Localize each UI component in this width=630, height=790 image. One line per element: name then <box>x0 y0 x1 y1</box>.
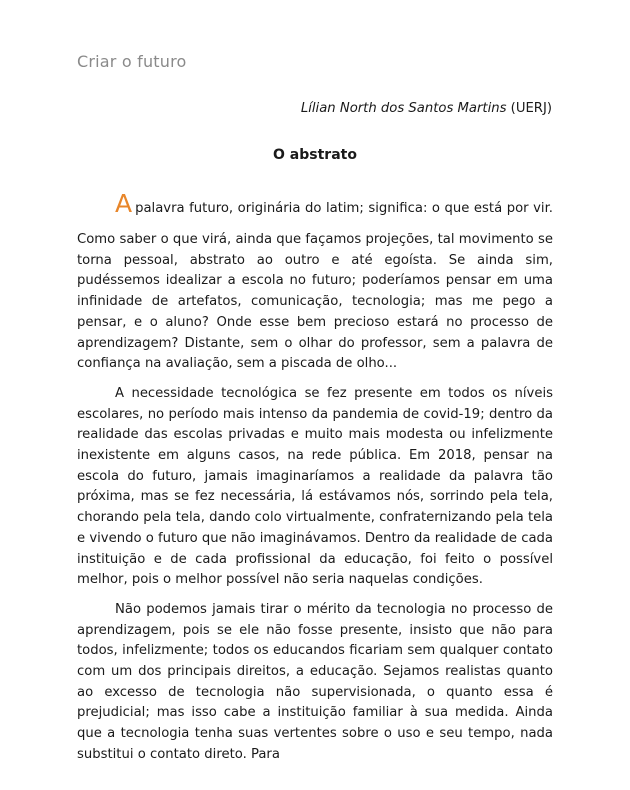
author-name: Lílian North dos Santos Martins <box>300 101 507 116</box>
paragraph-1-body: Como saber o que virá, ainda que façamos projeções, tal movimento se torna pessoal, abstrato ao outro e até egoísta. Se ainda sim, pudéssemos idealizar a escola no futuro; poderíamos pensar em uma infinidade de artefatos, comunicação, tecnologia; mas me pego a pensar, e o aluno? Onde esse bem precioso estará no processo de aprendizagem? Distante, sem o olhar do professor, sem a palavra de confiança na avaliação, sem a piscada de olho... <box>77 232 553 372</box>
paragraph-1-opening <box>77 189 553 223</box>
author-byline <box>301 101 552 116</box>
paragraph-1-first-line: palavra futuro, originária do latim; significa: o que está por vir. <box>135 201 553 216</box>
running-header: Criar o futuro <box>77 52 187 71</box>
author-affiliation: (UERJ) <box>510 101 552 116</box>
paragraph-2: A necessidade tecnológica se fez presente em todos os níveis escolares, no período mais intenso da pandemia de covid-19; dentro da realidade das escolas privadas e muito mais modesta ou infelizmente inexistente em alguns casos, na rede pública. Em 2018, pensar na escola do futuro, jamais imaginaríamos a realidade da palavra tão próxima, mas se fez necessária, lá estávamos nós, sorrindo pela tela, chorando pela tela, dando colo virtualmente, confraternizando pela tela e vivendo o futuro que não imaginávamos. Dentro da realidade de cada instituição e de cada profissional da educação, foi feito o possível melhor, pois o melhor possível não seria naquelas condições. <box>77 385 553 588</box>
paragraph-3: Não podemos jamais tirar o mérito da tecnologia no processo de aprendizagem, pois se ele não fosse presente, insisto que não para todos, infelizmente; todos os educandos ficariam sem qualquer contato com um dos principais direitos, a educação. Sejamos realistas quanto ao excesso de tecnologia não supervisionada, o quanto essa é prejudicial; mas isso cabe a instituição familiar à sua medida. Ainda que a tecnologia tenha suas vertentes sobre o uso e seu tempo, nada substitui o contato direto. Para <box>77 601 553 762</box>
drop-cap-letter: A <box>115 189 133 218</box>
article-body <box>77 189 553 775</box>
section-title: O abstrato <box>273 147 357 163</box>
